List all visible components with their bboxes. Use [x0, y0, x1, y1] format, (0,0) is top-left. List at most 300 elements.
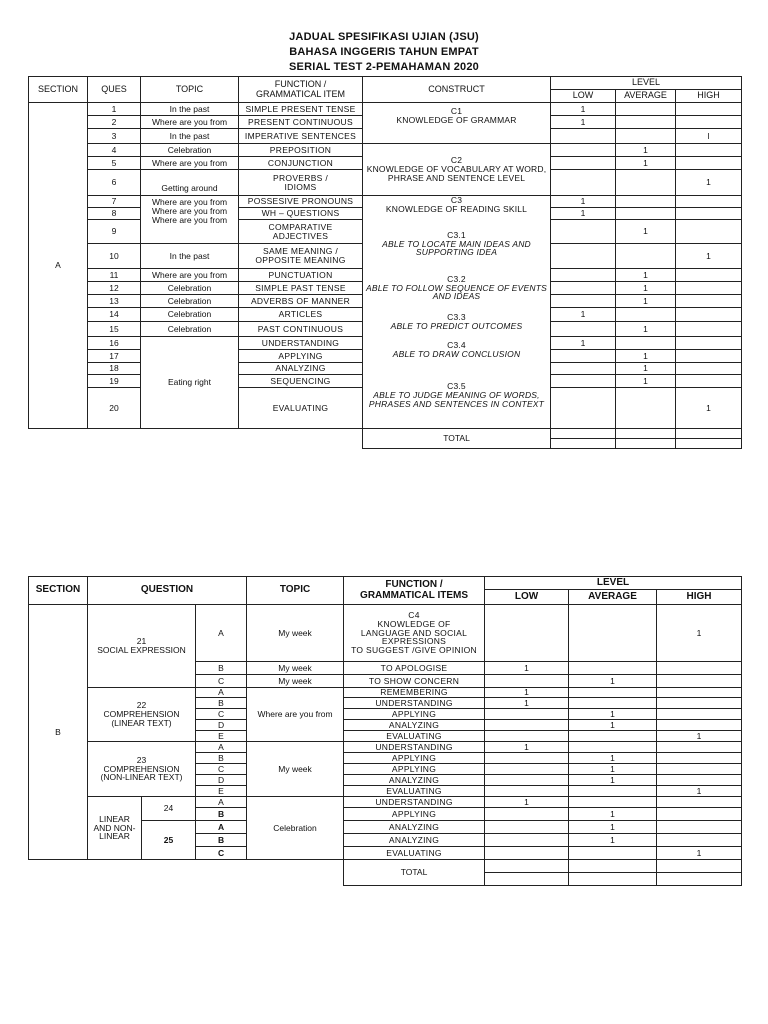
sub-question: B — [196, 834, 247, 847]
header-high: HIGH — [657, 590, 742, 605]
construct-line: KNOWLEDGE OF — [377, 618, 451, 629]
blank-area — [29, 860, 344, 886]
q-number: 3 — [88, 129, 141, 144]
q-number: 19 — [88, 375, 141, 388]
total-label: TOTAL — [344, 860, 485, 886]
total-high-2 — [676, 439, 742, 449]
q-function-line2: OPPOSITE MEANING — [255, 255, 346, 265]
function: UNDERSTANDING — [344, 797, 485, 808]
level-average: 1 — [616, 282, 676, 295]
question-name: (LINEAR TEXT) — [111, 717, 172, 728]
sub-question: D — [196, 720, 247, 731]
level-high — [676, 337, 742, 350]
level-high — [657, 775, 742, 786]
q-function: POSSESIVE PRONOUNS — [239, 196, 363, 208]
level-average: 1 — [569, 775, 657, 786]
q-number: 18 — [88, 363, 141, 375]
level-low — [485, 764, 569, 775]
construct-empty — [363, 129, 551, 144]
level-average: 1 — [616, 322, 676, 337]
level-low — [551, 388, 616, 429]
level-high — [676, 322, 742, 337]
function: REMEMBERING — [344, 688, 485, 698]
level-average — [569, 742, 657, 753]
level-low — [485, 775, 569, 786]
level-average — [569, 731, 657, 742]
q-topic: Celebration — [141, 308, 239, 322]
level-average: 1 — [616, 350, 676, 363]
question-number: 23 — [136, 754, 147, 765]
sub-question: C — [196, 709, 247, 720]
construct-text: KNOWLEDGE OF VOCABULARY AT WORD, PHRASE AND SENTENCE LEVEL — [366, 164, 547, 183]
q-topic-where-group — [141, 196, 239, 244]
q-number: 12 — [88, 282, 141, 295]
level-average — [569, 847, 657, 860]
q-function-line1: PROVERBS / — [273, 172, 328, 183]
function: ANALYZING — [344, 821, 485, 834]
sub-question: B — [196, 753, 247, 764]
q-topic: Celebration — [141, 295, 239, 308]
q-number: 15 — [88, 322, 141, 337]
level-average: 1 — [569, 709, 657, 720]
header-high: HIGH — [676, 90, 742, 103]
level-low — [485, 605, 569, 662]
function: EVALUATING — [344, 786, 485, 797]
section-a-spec-table — [28, 76, 742, 449]
construct-code: C3.1 — [447, 229, 466, 240]
q-topic: Celebration — [141, 322, 239, 337]
level-low — [551, 363, 616, 375]
construct-text: ABLE TO LOCATE MAIN IDEAS AND SUPPORTING IDEA — [382, 238, 531, 258]
q-function: PUNCTUATION — [239, 269, 363, 282]
level-average — [569, 786, 657, 797]
level-high — [676, 269, 742, 282]
level-low — [485, 821, 569, 834]
q-topic: Where are you from — [141, 157, 239, 170]
construct-code: C3.4 — [447, 339, 466, 350]
q-topic: In the past — [141, 103, 239, 116]
construct-code: C3.5 — [447, 380, 466, 391]
header-function-line2: GRAMMATICAL ITEM — [255, 88, 345, 99]
question-name: (NON-LINEAR TEXT) — [100, 772, 183, 783]
question-21 — [88, 605, 196, 688]
header-level: LEVEL — [485, 577, 742, 590]
level-high — [657, 662, 742, 675]
doc-title-line-1: JADUAL SPESIFIKASI UJIAN (JSU) — [289, 31, 479, 43]
construct-code: C3.2 — [447, 273, 466, 284]
q-number: 10 — [88, 244, 141, 269]
header-section: SECTION — [29, 577, 88, 605]
level-high: 1 — [657, 847, 742, 860]
sub-question: B — [196, 808, 247, 821]
total-low — [485, 860, 569, 873]
construct-code: C1 — [450, 105, 463, 116]
doc-title-line-2: BAHASA INGGERIS TAHUN EMPAT — [289, 46, 479, 58]
q-function: EVALUATING — [239, 388, 363, 429]
total-average-2 — [569, 873, 657, 886]
level-low — [485, 808, 569, 821]
level-high — [657, 688, 742, 698]
level-high — [676, 363, 742, 375]
level-high: 1 — [657, 786, 742, 797]
q-number: 17 — [88, 350, 141, 363]
level-high — [657, 834, 742, 847]
level-low — [551, 322, 616, 337]
level-high — [676, 282, 742, 295]
total-low-2 — [551, 439, 616, 449]
level-low: 1 — [551, 196, 616, 208]
level-average: 1 — [616, 363, 676, 375]
level-average: 1 — [569, 834, 657, 847]
q-topic: Getting around — [141, 170, 239, 196]
q-function: SIMPLE PAST TENSE — [239, 282, 363, 295]
construct-text: ABLE TO PREDICT OUTCOMES — [390, 321, 523, 331]
q-function: SIMPLE PRESENT TENSE — [239, 103, 363, 116]
q-function-line1: SAME MEANING / — [262, 246, 339, 257]
level-high — [676, 144, 742, 157]
level-low — [485, 834, 569, 847]
level-average: 1 — [616, 295, 676, 308]
level-low: 1 — [485, 688, 569, 698]
construct-text: ABLE TO DRAW CONCLUSION — [392, 348, 521, 359]
level-high — [657, 709, 742, 720]
level-low — [485, 786, 569, 797]
q-function — [239, 244, 363, 269]
header-topic: TOPIC — [247, 577, 344, 605]
q-function — [239, 170, 363, 196]
construct-c4 — [344, 605, 485, 662]
header-construct: CONSTRUCT — [363, 77, 551, 103]
q-function: PREPOSITION — [239, 144, 363, 157]
total-label: TOTAL — [363, 429, 551, 449]
q-topic: Where are you from — [141, 116, 239, 129]
function: ANALYZING — [344, 775, 485, 786]
q-function: SEQUENCING — [239, 375, 363, 388]
q-topic: Celebration — [141, 144, 239, 157]
question-25: 25 — [142, 821, 196, 860]
topic: My week — [247, 675, 344, 688]
q-function: APPLYING — [239, 350, 363, 363]
construct-text: ABLE TO JUDGE MEANING OF WORDS, PHRASES AND SENTENCES IN CONTEXT — [368, 389, 545, 409]
sub-question: C — [196, 675, 247, 688]
function: UNDERSTANDING — [344, 742, 485, 753]
header-ques: QUES — [88, 77, 141, 103]
function: EVALUATING — [344, 847, 485, 860]
function: ANALYZING — [344, 720, 485, 731]
level-high — [657, 821, 742, 834]
level-average — [616, 244, 676, 269]
header-average: AVERAGE — [616, 90, 676, 103]
level-low: 1 — [485, 742, 569, 753]
sub-question: B — [196, 662, 247, 675]
level-high — [676, 220, 742, 244]
q-function-line1: COMPARATIVE — [268, 221, 333, 232]
level-low: 1 — [551, 116, 616, 129]
function: ANALYZING — [344, 834, 485, 847]
q-number: 7 — [88, 196, 141, 208]
level-average — [616, 116, 676, 129]
total-average — [569, 860, 657, 873]
level-low — [551, 144, 616, 157]
function: TO APOLOGISE — [344, 662, 485, 675]
topic: My week — [247, 662, 344, 675]
q-number: 9 — [88, 220, 141, 244]
level-low — [551, 295, 616, 308]
q-function: ADVERBS OF MANNER — [239, 295, 363, 308]
header-function-line1: FUNCTION / — [385, 579, 443, 590]
construct-c2 — [363, 144, 551, 196]
level-high — [676, 375, 742, 388]
function: UNDERSTANDING — [344, 698, 485, 709]
section-b-label: B — [29, 605, 88, 860]
level-average: 1 — [569, 753, 657, 764]
level-average — [569, 698, 657, 709]
q-number: 20 — [88, 388, 141, 429]
construct-c1 — [363, 103, 551, 129]
construct-code: C3 — [450, 195, 463, 205]
question-name: SOCIAL EXPRESSION — [97, 645, 186, 655]
level-average: 1 — [569, 720, 657, 731]
sub-question: E — [196, 786, 247, 797]
q-topic: In the past — [141, 129, 239, 144]
level-low — [551, 350, 616, 363]
level-low — [551, 129, 616, 144]
total-high-2 — [657, 873, 742, 886]
construct-line: TO SUGGEST /GIVE OPINION — [351, 645, 477, 656]
level-low: 1 — [485, 698, 569, 709]
question-name: COMPREHENSION — [103, 763, 180, 774]
level-high: 1 — [676, 244, 742, 269]
construct-text: KNOWLEDGE OF GRAMMAR — [396, 114, 517, 125]
question-number: 21 — [136, 636, 147, 647]
header-low: LOW — [485, 590, 569, 605]
construct-code: C4 — [408, 609, 420, 620]
level-average — [616, 103, 676, 116]
total-low-2 — [485, 873, 569, 886]
level-high: 1 — [657, 731, 742, 742]
header-topic: TOPIC — [141, 77, 239, 103]
level-average: 1 — [616, 375, 676, 388]
level-low — [551, 244, 616, 269]
q-function: ARTICLES — [239, 308, 363, 322]
function: EVALUATING — [344, 731, 485, 742]
level-high — [657, 808, 742, 821]
level-average — [569, 797, 657, 808]
q-topic: In the past — [141, 244, 239, 269]
q-number: 6 — [88, 170, 141, 196]
construct-c3-4 — [363, 337, 551, 363]
construct-line: LANGUAGE AND SOCIAL — [360, 627, 468, 638]
topic: My week — [247, 742, 344, 797]
level-high — [676, 295, 742, 308]
level-high: 1 — [657, 605, 742, 662]
header-question: QUESTION — [88, 577, 247, 605]
level-low — [551, 157, 616, 170]
linear-non-linear-label: LINEAR AND NON-LINEAR — [88, 797, 142, 860]
level-high — [657, 742, 742, 753]
construct-code: C2 — [450, 155, 463, 166]
topic: Where are you from — [247, 688, 344, 742]
q-topic: Where are you from — [141, 269, 239, 282]
header-section: SECTION — [29, 77, 88, 103]
section-b-spec-table — [28, 576, 742, 886]
sub-question: A — [196, 797, 247, 808]
level-average — [569, 662, 657, 675]
topic: My week — [247, 605, 344, 662]
level-high: 1 — [676, 388, 742, 429]
total-low — [551, 429, 616, 439]
q-number: 14 — [88, 308, 141, 322]
q-function: PRESENT CONTINUOUS — [239, 116, 363, 129]
question-number: 22 — [136, 700, 147, 711]
sub-question: B — [196, 698, 247, 709]
level-high — [657, 764, 742, 775]
topic: Celebration — [247, 797, 344, 860]
sub-question: E — [196, 731, 247, 742]
level-high — [676, 308, 742, 322]
level-low — [485, 675, 569, 688]
level-low: 1 — [485, 662, 569, 675]
blank-area — [29, 429, 363, 449]
q-function — [239, 220, 363, 244]
question-24: 24 — [142, 797, 196, 821]
header-low: LOW — [551, 90, 616, 103]
level-low — [551, 220, 616, 244]
level-average — [569, 688, 657, 698]
level-high: l — [676, 129, 742, 144]
level-average: 1 — [569, 675, 657, 688]
level-high — [676, 103, 742, 116]
level-low — [485, 709, 569, 720]
sub-question: D — [196, 775, 247, 786]
level-average — [616, 196, 676, 208]
q-function: WH – QUESTIONS — [239, 208, 363, 220]
level-high — [676, 196, 742, 208]
level-low — [551, 375, 616, 388]
level-average — [569, 605, 657, 662]
header-average: AVERAGE — [569, 590, 657, 605]
construct-code: C3.3 — [447, 312, 466, 323]
level-average: 1 — [616, 144, 676, 157]
construct-text: ABLE TO FOLLOW SEQUENCE OF EVENTS AND IDEAS — [365, 282, 548, 302]
level-average: 1 — [616, 220, 676, 244]
q-topic: Where are you from — [151, 205, 228, 216]
level-low: 1 — [551, 208, 616, 220]
q-topic: Eating right — [141, 337, 239, 429]
level-low — [485, 753, 569, 764]
header-function-line1: FUNCTION / — [274, 79, 327, 90]
level-low — [485, 847, 569, 860]
level-high — [676, 116, 742, 129]
level-low — [551, 269, 616, 282]
construct-text: KNOWLEDGE OF READING SKILL — [385, 203, 528, 214]
construct-c3-3 — [363, 308, 551, 337]
level-average — [616, 129, 676, 144]
header-function — [239, 77, 363, 103]
level-average: 1 — [616, 269, 676, 282]
sub-question: A — [196, 742, 247, 753]
level-average — [616, 337, 676, 350]
q-number: 5 — [88, 157, 141, 170]
level-high — [676, 208, 742, 220]
level-high — [657, 720, 742, 731]
level-average — [616, 308, 676, 322]
sub-question: A — [196, 688, 247, 698]
doc-title-line-3: SERIAL TEST 2-PEMAHAMAN 2020 — [289, 61, 479, 73]
level-high — [657, 797, 742, 808]
construct-c3-5 — [363, 363, 551, 429]
level-average: 1 — [569, 764, 657, 775]
level-low: 1 — [551, 103, 616, 116]
total-average-2 — [616, 439, 676, 449]
construct-c3-1 — [363, 220, 551, 269]
level-average: 1 — [616, 157, 676, 170]
q-number: 13 — [88, 295, 141, 308]
level-low — [551, 170, 616, 196]
q-number: 8 — [88, 208, 141, 220]
q-function: ANALYZING — [239, 363, 363, 375]
q-topic: Celebration — [141, 282, 239, 295]
level-high: 1 — [676, 170, 742, 196]
level-low — [485, 731, 569, 742]
function: APPLYING — [344, 764, 485, 775]
q-function: IMPERATIVE SENTENCES — [239, 129, 363, 144]
q-function-line2: IDIOMS — [284, 181, 317, 192]
total-high — [676, 429, 742, 439]
header-level: LEVEL — [551, 77, 742, 90]
q-topic: Where are you from — [151, 214, 228, 225]
total-average — [616, 429, 676, 439]
q-function-line2: ADJECTIVES — [272, 230, 329, 241]
q-number: 1 — [88, 103, 141, 116]
function: APPLYING — [344, 808, 485, 821]
level-high — [657, 753, 742, 764]
header-function-line2: GRAMMATICAL ITEMS — [360, 589, 469, 601]
function: APPLYING — [344, 753, 485, 764]
level-low — [551, 282, 616, 295]
header-function — [344, 577, 485, 605]
q-number: 11 — [88, 269, 141, 282]
level-average: 1 — [569, 808, 657, 821]
q-function: CONJUNCTION — [239, 157, 363, 170]
construct-c3-2 — [363, 269, 551, 308]
level-average — [616, 170, 676, 196]
sub-question: C — [196, 847, 247, 860]
construct-line: EXPRESSIONS — [381, 636, 447, 647]
level-average — [616, 388, 676, 429]
level-average — [616, 208, 676, 220]
sub-question: C — [196, 764, 247, 775]
question-name: COMPREHENSION — [103, 709, 180, 720]
level-low: 1 — [485, 797, 569, 808]
construct-c3 — [363, 196, 551, 220]
function: APPLYING — [344, 709, 485, 720]
level-average: 1 — [569, 821, 657, 834]
level-high — [676, 157, 742, 170]
q-function: PAST CONTINUOUS — [239, 322, 363, 337]
sub-question: A — [196, 821, 247, 834]
q-number: 16 — [88, 337, 141, 350]
function: TO SHOW CONCERN — [344, 675, 485, 688]
level-high — [657, 675, 742, 688]
level-low: 1 — [551, 337, 616, 350]
level-low: 1 — [551, 308, 616, 322]
question-22 — [88, 688, 196, 742]
q-number: 2 — [88, 116, 141, 129]
level-high — [676, 350, 742, 363]
q-function: UNDERSTANDING — [239, 337, 363, 350]
q-number: 4 — [88, 144, 141, 157]
